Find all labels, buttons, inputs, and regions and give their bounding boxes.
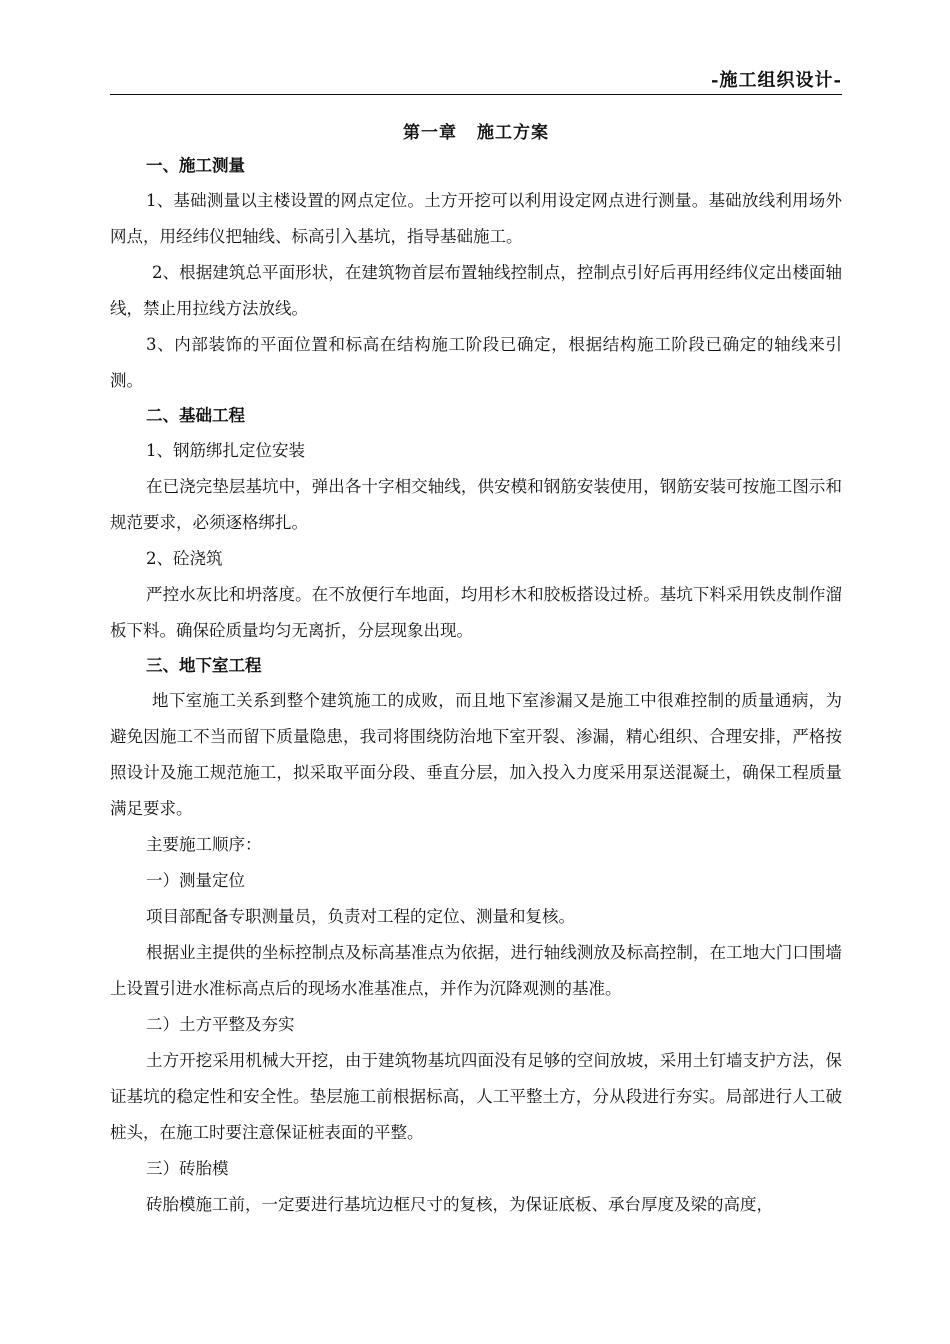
- chapter-prefix: 第一章: [403, 123, 457, 143]
- subheading: 三）砖胎模: [146, 1159, 229, 1178]
- chapter-name: 施工方案: [477, 123, 549, 143]
- chapter-title: [110, 118, 842, 143]
- header-divider: [110, 94, 842, 95]
- section-heading-basement: 三、地下室工程: [146, 656, 262, 675]
- page-header-title: -施工组织设计-: [711, 70, 842, 91]
- subheading: 二）土方平整及夯实: [146, 1015, 295, 1034]
- paragraph: 严控水灰比和坍落度。在不放便行车地面，均用杉木和胶板搭设过桥。基坑下料采用铁皮制作溜板下料。确保砼质量均匀无离折，分层现象出现。: [110, 585, 842, 640]
- paragraph: 根据业主提供的坐标控制点及标高基准点为依据，进行轴线测放及标高控制，在工地大门口围墙上设置引进水准标高点后的现场水准基准点，并作为沉降观测的基准。: [110, 943, 842, 998]
- paragraph: 地下室施工关系到整个建筑施工的成败，而且地下室渗漏又是施工中很难控制的质量通病，为避免因施工不当而留下质量隐患，我司将围绕防治地下室开裂、渗漏，精心组织、合理安排，严格按照设计及施工规范施工，拟采取平面分段、垂直分层，加入投入力度采用泵送混凝土，确保工程质量满足要求。: [110, 691, 842, 818]
- subheading: 1、钢筋绑扎定位安装: [146, 441, 305, 460]
- subheading: 一）测量定位: [146, 871, 245, 890]
- paragraph: 项目部配备专职测量员，负责对工程的定位、测量和复核。: [146, 907, 575, 926]
- document-body: [110, 114, 842, 1223]
- paragraph: 土方开挖采用机械大开挖，由于建筑物基坑四面没有足够的空间放坡，采用土钉墙支护方法，保证基坑的稳定性和安全性。垫层施工前根据标高，人工平整土方，分从段进行夯实。局部进行人工破桩头，在施工时要注意保证桩表面的平整。: [110, 1051, 842, 1142]
- subheading: 主要施工顺序：: [146, 835, 262, 854]
- paragraph: 1、基础测量以主楼设置的网点定位。土方开挖可以利用设定网点进行测量。基础放线利用场外网点，用经纬仪把轴线、标高引入基坑，指导基础施工。: [110, 191, 842, 246]
- paragraph: 砖胎模施工前，一定要进行基坑边框尺寸的复核，为保证底板、承台厚度及梁的高度，: [146, 1195, 773, 1214]
- section-heading-foundation: 二、基础工程: [146, 406, 245, 425]
- paragraph: 3、内部装饰的平面位置和标高在结构施工阶段已确定，根据结构施工阶段已确定的轴线来引测。: [110, 335, 842, 390]
- subheading: 2、砼浇筑: [146, 549, 223, 568]
- paragraph: 在已浇完垫层基坑中，弹出各十字相交轴线，供安模和钢筋安装使用，钢筋安装可按施工图示和规范要求，必须逐格绑扎。: [110, 477, 842, 532]
- paragraph: 2、根据建筑总平面形状，在建筑物首层布置轴线控制点，控制点引好后再用经纬仪定出楼面轴线，禁止用拉线方法放线。: [110, 263, 842, 318]
- section-heading-survey: 一、施工测量: [146, 156, 245, 175]
